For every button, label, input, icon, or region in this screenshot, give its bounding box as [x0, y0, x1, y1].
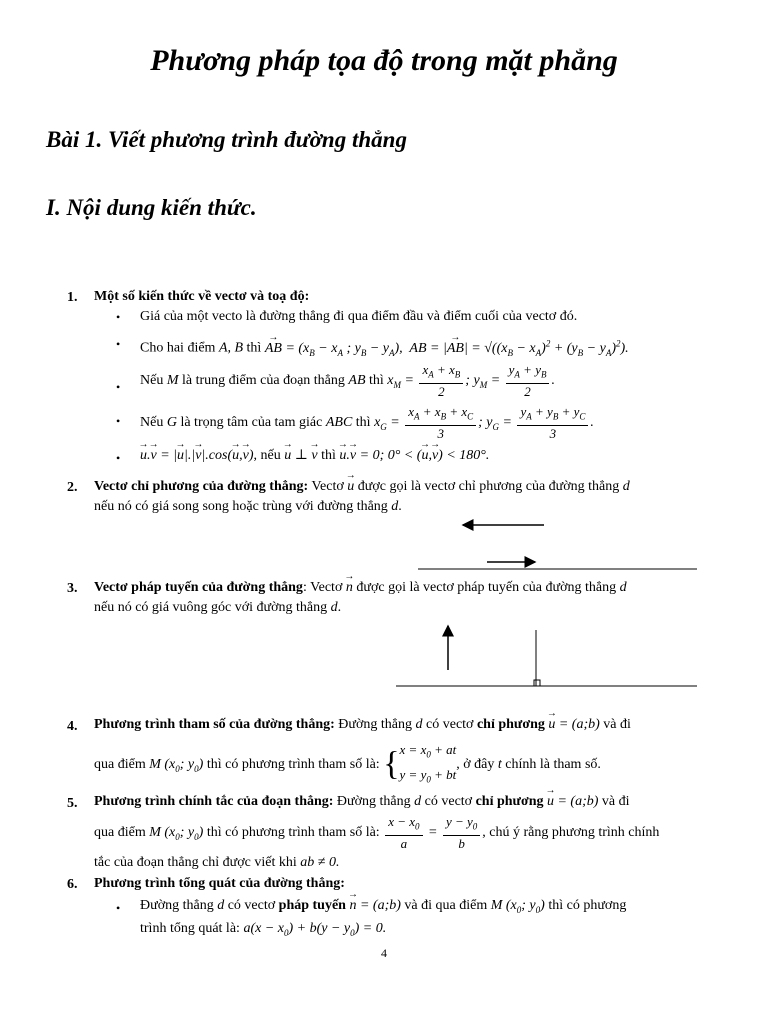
text: Nếu: [140, 415, 164, 431]
item6-heading: Phương trình tổng quát của đường thẳng:: [94, 876, 345, 891]
direction-vector: → u = (a;b): [547, 794, 598, 809]
item-number: 5.: [67, 796, 78, 811]
dot-product-zero: → u.→ v = 0; 0° < (→ u,→ v) < 180°.: [339, 448, 489, 463]
item5-line3: [94, 853, 339, 873]
text: là trung điểm của đoạn thẳng: [182, 373, 345, 389]
bullet-dot: •: [116, 451, 121, 465]
text: , ở đây: [456, 756, 495, 772]
brace: {: [383, 745, 400, 783]
item1-heading: Một số kiến thức về vectơ và toạ độ:: [94, 289, 310, 304]
line-d: d: [330, 600, 338, 615]
item-number: 3.: [67, 581, 78, 596]
section-heading: I. Nội dung kiến thức.: [46, 195, 257, 220]
centroid-formula: $x_G$ = $\frac{x_A + x_B + x_C}{3}$ ; $y_G$ = $\frac{y_A + y_B + y_C}{3}$ .: [374, 404, 594, 441]
text: thì có phương: [548, 898, 627, 913]
points-ab: A, B: [218, 340, 244, 356]
text: được gọi là vectơ chỉ phương của đường thẳng: [357, 479, 620, 494]
text: , nếu: [253, 448, 281, 463]
item3-heading: Vectơ pháp tuyến của đường thẳng: [94, 580, 303, 595]
triangle-abc: ABC: [325, 415, 353, 431]
general-equation: $a(x - x_0) + b(y - y_0) = 0$.: [243, 921, 387, 938]
text: tắc của đoạn thẳng chỉ được viết khi: [94, 855, 297, 870]
normal-vector: → n = (a;b): [349, 898, 400, 913]
text: thì: [246, 340, 262, 356]
formula-ab: → AB = ($x_B - x_A$ ; $y_B - y_A$), AB = |→ $AB| = √((x_B - x_A)^2 + (y_B - y_A)^2)$.: [265, 341, 629, 356]
item-number: 6.: [67, 877, 78, 892]
parametric-system: $x = x_0$ + at $y = y_0$ + bt: [399, 742, 457, 785]
point-m: M ($x_0$; $y_0$): [490, 898, 545, 915]
bullet-dot: •: [116, 901, 121, 915]
item6-bullet1-line1: [140, 896, 626, 920]
vector-n: → n: [346, 578, 353, 598]
item4-line2: [94, 740, 601, 790]
perpendicular-condition: → u ⊥ → v: [284, 448, 317, 463]
text: qua điểm: [94, 825, 146, 840]
text: Đường thẳng: [336, 794, 411, 809]
point-m: M ($x_0$; $y_0$): [149, 756, 204, 774]
text: nếu nó có giá vuông góc với đường thẳng: [94, 600, 328, 615]
item-number: 2.: [67, 480, 78, 495]
point-m: M ($x_0$; $y_0$): [149, 825, 204, 842]
text: và đi: [601, 794, 630, 809]
text: thì có phương trình tham số là:: [206, 756, 380, 772]
vector-u: → u: [347, 477, 354, 497]
item3-line2: nếu nó có giá vuông góc với đường thẳng d.: [94, 600, 342, 615]
line-d: d: [622, 479, 630, 494]
text: chỉ phương: [475, 794, 544, 809]
condition-ab: ab ≠ 0.: [300, 855, 340, 870]
text: qua điểm: [94, 756, 146, 772]
text: chỉ phương: [476, 717, 545, 732]
bullet-dot: •: [116, 414, 121, 428]
text: và đi qua điểm: [404, 898, 488, 913]
text: Vectơ: [311, 479, 344, 494]
item4-heading: Phương trình tham số của đường thẳng:: [94, 717, 335, 732]
item5-heading: Phương trình chính tắc của đoạn thẳng:: [94, 794, 334, 809]
item3-line1: [94, 578, 627, 598]
item1-bullet1: Giá của một vecto là đường thẳng đi qua điểm đầu và điểm cuối của vectơ đó.: [140, 309, 578, 324]
segment-ab: AB: [348, 373, 366, 389]
dot-product-formula: → u.→ v = |→ u|.|→ v|.cos(→ u,→ v): [140, 448, 254, 463]
midpoint-formula: $x_M$ = $\frac{x_A + x_B}{2}$ ; $y_M$ = $\frac{y_A + y_B}{2}$ .: [387, 362, 555, 399]
item5-line2: [94, 812, 659, 858]
text: và đi: [603, 717, 631, 732]
text: có vectơ: [426, 717, 474, 732]
text: có vectơ: [227, 898, 276, 913]
text: được gọi là vectơ pháp tuyến của đường thẳng: [356, 580, 617, 595]
item6-bullet1-line2: [140, 919, 386, 943]
text: : Vectơ: [302, 580, 343, 595]
line-d: d: [391, 499, 399, 514]
canonical-equation: $\frac{x - x_0}{a}$ = $\frac{y - y_0}{b}$: [383, 825, 482, 840]
text: Nếu: [140, 373, 164, 389]
text: trình tổng quát là:: [140, 921, 240, 936]
text: Đường thẳng: [140, 898, 214, 913]
text: Cho hai điểm: [140, 340, 216, 356]
text: nếu nó có giá song song hoặc trùng với đường thẳng: [94, 499, 388, 514]
text: thì: [369, 373, 384, 389]
text: Đường thẳng: [338, 717, 413, 732]
text: , chú ý rằng phương trình chính: [482, 825, 660, 840]
page-title: Phương pháp tọa độ trong mặt phẳng: [150, 44, 618, 77]
text: pháp tuyến: [278, 898, 346, 913]
right-angle-marker: [534, 680, 540, 686]
bullet-dot: •: [116, 380, 121, 394]
item4-line1: [94, 715, 631, 735]
item-number: 1.: [67, 290, 78, 305]
line-d: d: [217, 898, 225, 913]
text: thì có phương trình tham số là:: [206, 825, 380, 840]
bullet-dot: •: [116, 337, 121, 351]
text: thì: [355, 415, 371, 431]
item2-line2: nếu nó có giá song song hoặc trùng với đường thẳng d.: [94, 499, 402, 514]
bullet-dot: •: [116, 310, 121, 324]
text: có vectơ: [424, 794, 473, 809]
text: chính là tham số.: [505, 756, 601, 772]
item-number: 4.: [67, 719, 78, 734]
lesson-heading: Bài 1. Viết phương trình đường thẳng: [46, 127, 407, 152]
point-g: G: [166, 415, 177, 431]
line-d: d: [619, 580, 627, 595]
param-t: t: [497, 756, 502, 772]
line-d: d: [414, 794, 422, 809]
direction-vector: → u = (a;b): [548, 717, 599, 732]
item5-line1: [94, 792, 630, 812]
text: thì: [321, 448, 336, 463]
text: là trọng tâm của tam giác: [180, 415, 323, 431]
item2-heading: Vectơ chỉ phương của đường thẳng:: [94, 479, 309, 494]
line-d: d: [415, 717, 423, 732]
page-number: 4: [381, 946, 387, 960]
point-m: M: [166, 373, 179, 389]
